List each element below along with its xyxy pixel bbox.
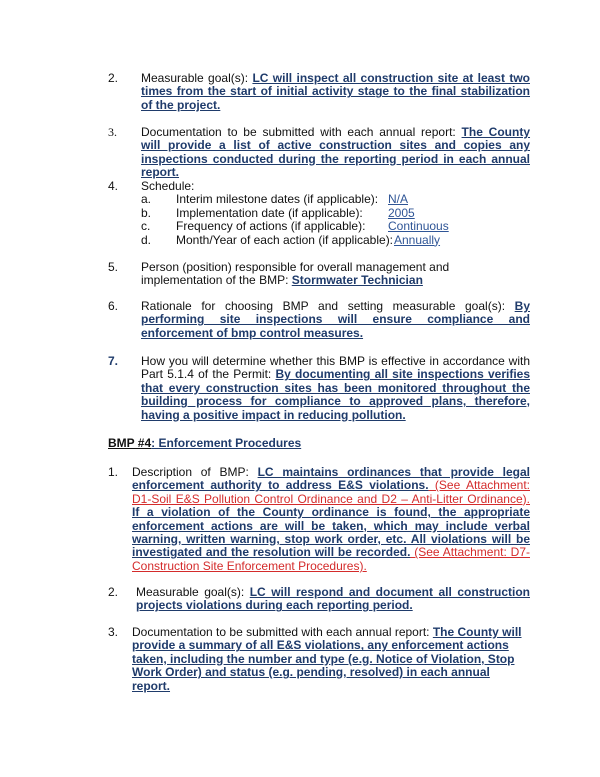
item-number: 4. — [108, 179, 119, 193]
schedule-label: Frequency of actions (if applicable): — [176, 219, 366, 234]
attachment-reference: (See Attachment: D7-Construction Site Enforcement Procedures). — [132, 545, 530, 573]
item-number: 3. — [108, 625, 119, 639]
item-answer: LC will inspect all construction site at least two times from the start of initial activity stage to the final stabilization of the project. — [141, 71, 530, 112]
item-answer: The County will provide a summary of all E&S violations, any enforcement actions taken, including the number and type (e.g. Notice of Violation, Stop Work Order) and status (e.g. pending, resolved) in each annual report. — [132, 625, 522, 693]
schedule-row — [141, 234, 530, 247]
schedule-key: d. — [141, 232, 152, 247]
schedule-key: c. — [141, 219, 151, 234]
schedule-value: Annually — [394, 232, 441, 247]
item-label: Measurable goal(s): — [141, 71, 253, 85]
schedule-value: 2005 — [388, 205, 415, 220]
schedule-row — [141, 193, 530, 206]
schedule-value: N/A — [388, 192, 409, 207]
item-answer: By documenting all site inspections verifies that every construction sites has been monitored throughout the building process for compliance to approved plans, therefore, having a positive impact in reducing pollution. — [141, 367, 530, 422]
item-label: How you will determine whether this BMP is effective in accordance with Part 5.1.4 of the Permit: — [141, 354, 530, 382]
bmp4-title: : Enforcement Procedures — [151, 436, 302, 450]
item-number: 7. — [108, 354, 119, 368]
item-number: 2. — [108, 71, 119, 85]
schedule-label: Implementation date (if applicable): — [176, 205, 363, 220]
item-answer: By performing site inspections will ensure compliance and enforcement of bmp control measures. — [141, 299, 530, 340]
item-number: 2. — [108, 585, 119, 599]
item-label: Documentation to be submitted with each annual report: — [132, 625, 433, 639]
item-number: 3. — [108, 125, 117, 139]
schedule-key: b. — [141, 205, 152, 220]
item-label: Description of BMP: — [132, 465, 258, 479]
item-label: Schedule: — [141, 179, 195, 193]
schedule-label: Interim milestone dates (if applicable): — [176, 192, 379, 207]
item-answer: LC maintains ordinances that provide legal enforcement authority to address E&S violations. — [132, 465, 530, 493]
bmp4-heading — [108, 436, 301, 450]
bmp4-prefix: BMP #4 — [108, 436, 152, 450]
item-label: Person (position) responsible for overall management and implementation of the BMP: — [141, 260, 450, 288]
schedule-row — [141, 207, 530, 220]
item-answer: If a violation of the County ordinance is found, the appropriate enforcement actions are will be taken, which may include verbal warning, written warning, stop work order, etc. All violations will be investigated and the resolution will be recorded. — [132, 505, 530, 560]
schedule-row — [141, 220, 530, 233]
item-answer: LC will respond and document all construction projects violations during each reporting period. — [136, 585, 530, 613]
item-answer: Stormwater Technician — [291, 273, 423, 288]
item-number: 1. — [108, 465, 119, 479]
schedule-value: Continuous — [388, 219, 449, 234]
item-number: 5. — [108, 260, 119, 274]
item-label: Rationale for choosing BMP and setting measurable goal(s): — [141, 299, 515, 313]
item-label: Measurable goal(s): — [136, 585, 250, 599]
schedule-key: a. — [141, 192, 152, 207]
item-answer: The County will provide a list of active construction sites and copies any inspections conducted during the reporting period in each annual report. — [141, 125, 531, 180]
attachment-reference: (See Attachment: D1-Soil E&S Pollution Control Ordinance and D2 – Anti-Litter Ordinance). — [132, 478, 530, 506]
item-number: 6. — [108, 299, 119, 313]
schedule-label: Month/Year of each action (if applicable): — [176, 232, 394, 247]
item-label: Documentation to be submitted with each annual report: — [141, 125, 462, 139]
